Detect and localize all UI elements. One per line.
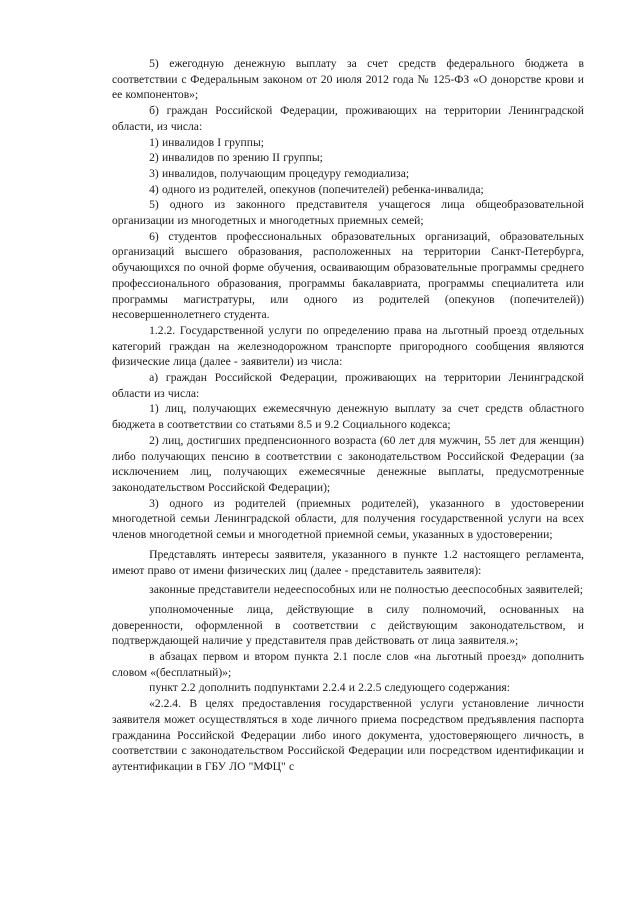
paragraph: 1.2.2. Государственной услуги по определению права на льготный проезд отдельных категорий граждан на железнодорожном транспорте пригородного сообщения являются физические лица (далее - заявители) из числа: [112,323,584,369]
paragraph: 6) студентов профессиональных образовательных организаций, образовательных организаций высшего образования, расположенных на территории Санкт-Петербурга, обучающихся по очной форме обучения, осваивающим образовательные программы среднего профессионального образования, программы бакалавриата, программы специалитета или программы магистратуры, или одного из родителей (опекунов (попечителей)) несовершеннолетнего студента. [112,229,584,322]
paragraph: 3) инвалидов, получающим процедуру гемодиализа; [149,166,410,180]
paragraph: законные представители недееспособных или не полностью дееспособных заявителей; [149,583,583,597]
paragraph: а) граждан Российской Федерации, проживающих на территории Ленинградской области из числа: [112,371,584,400]
paragraph: 5) одного из законного представителя учащегося лица общеобразовательной организации из многодетных и многодетных приемных семей; [112,198,584,228]
paragraph: 2) инвалидов по зрению II группы; [149,151,323,165]
paragraph: 1) инвалидов I группы; [149,135,264,149]
paragraph: 3) одного из родителей (приемных родителей), указанного в удостоверении многодетной семьи Ленинградской области, для получения государственной услуги на всех членов многодетной семьи и многодетной приемной семьи, указанных в удостоверении; [112,496,584,542]
paragraph: «2.2.4. В целях предоставления государственной услуги установление личности заявителя может осуществляться в ходе личного приема посредством предъявления паспорта гражданина Российской Федерации либо иного документа, удостоверяющего личность, в соответствии с законодательством Российской Федерации или посредством идентификации и аутентификации в ГБУ ЛО "МФЦ" с [112,697,584,773]
paragraph: пункт 2.2 дополнить подпунктами 2.2.4 и 2.2.5 следующего содержания: [149,681,510,695]
paragraph: в абзацах первом и втором пункта 2.1 после слов «на льготный проезд» дополнить словом «(бесплатный)»; [112,650,584,679]
paragraph: б) граждан Российской Федерации, проживающих на территории Ленинградской области, из числа: [112,104,584,133]
paragraph: 5) ежегодную денежную выплату за счет средств федерального бюджета в соответствии с Федеральным законом от 20 июля 2012 года № 125-ФЗ «О донорстве крови и ее компонентов»; [112,57,584,102]
paragraph: уполномоченные лица, действующие в силу полномочий, основанных на доверенности, оформленной в соответствии с действующим законодательством, и подтверждающей наличие у представителя прав действовать от лица заявителя.»; [112,602,584,648]
paragraph: Представлять интересы заявителя, указанного в пункте 1.2 настоящего регламента, имеют право от имени физических лиц (далее - представитель заявителя): [112,547,584,577]
paragraph: 4) одного из родителей, опекунов (попечителей) ребенка-инвалида; [149,182,484,196]
paragraph: 2) лиц, достигших предпенсионного возраста (60 лет для мужчин, 55 лет для женщин) либо получающих пенсию в соответствии с законодательством Российской Федерации (за исключением лиц, получающих ежемесячные денежные выплаты, предусмотренные законодательством Российской Федерации); [112,433,584,494]
paragraph: 1) лиц, получающих ежемесячную денежную выплату за счет средств областного бюджета в соответствии со статьями 8.5 и 9.2 Социального кодекса; [112,402,584,432]
